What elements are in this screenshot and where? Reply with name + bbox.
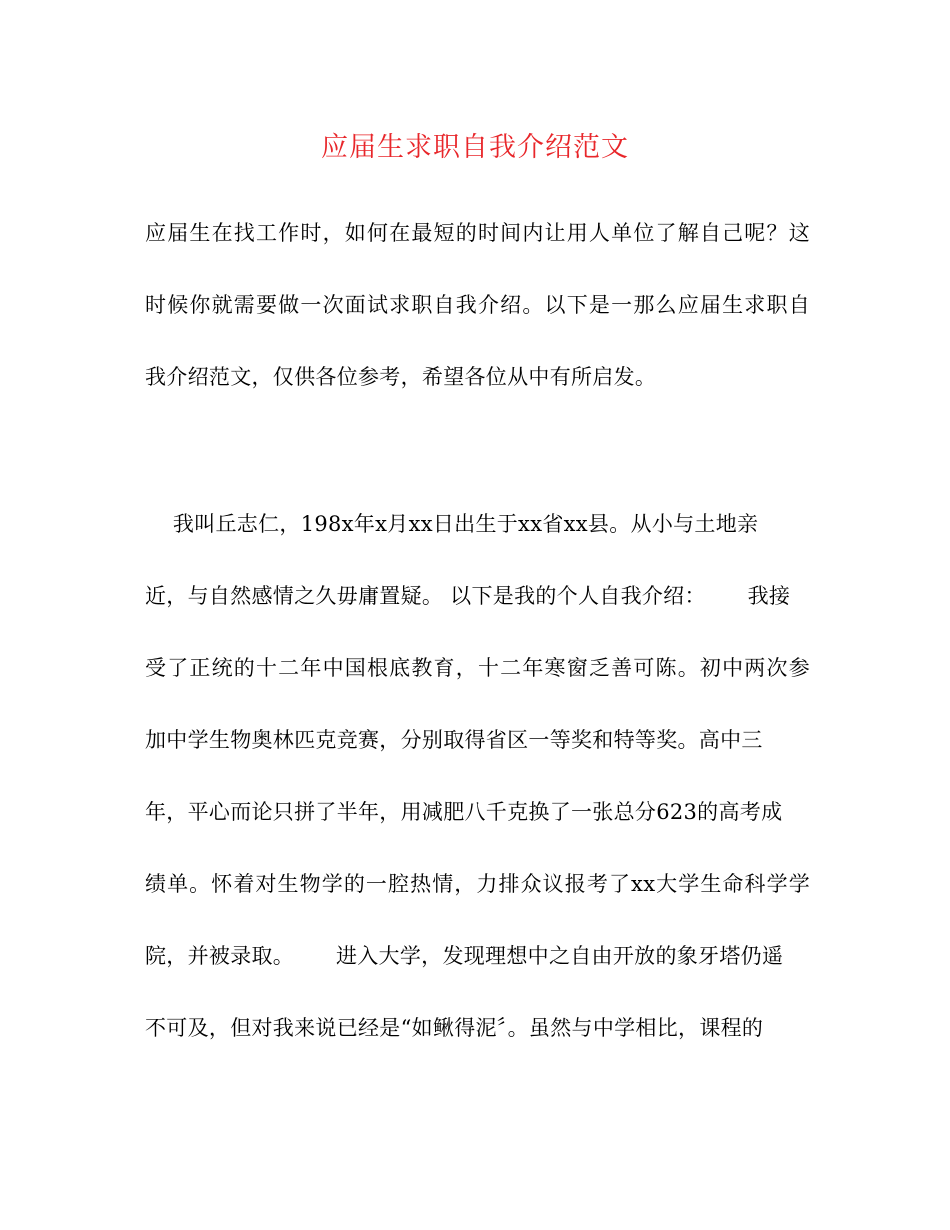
body-line-6: 绩单。怀着对生物学的一腔热情，力排众议报考了xx大学生命科学学 <box>145 872 810 896</box>
body-line-8: 不可及，但对我来说已经是“如鳅得泥〞。虽然与中学相比，课程的 <box>145 1016 764 1040</box>
intro-line-3: 我介绍范文，仅供各位参考，希望各位从中有所启发。 <box>145 365 657 389</box>
body-line-2: 近，与自然感情之久毋庸置疑。 以下是我的个人自我介绍： 我接 <box>145 584 791 608</box>
intro-line-2: 时候你就需要做一次面试求职自我介绍。以下是一那么应届生求职自 <box>145 293 810 317</box>
body-line-1: 我叫丘志仁，198x年x月xx日出生于xx省xx县。从小与土地亲 <box>145 512 759 536</box>
body-line-3: 受了正统的十二年中国根底教育，十二年寒窗乏善可陈。初中两次参 <box>145 656 810 680</box>
body-line-4: 加中学生物奥林匹克竞赛，分别取得省区一等奖和特等奖。高中三 <box>145 728 763 752</box>
document-title: 应届生求职自我介绍范文 <box>321 132 629 163</box>
body-line-5: 年，平心而论只拼了半年，用减肥八千克换了一张总分623的高考成 <box>145 800 783 824</box>
body-line-7: 院，并被录取。 进入大学，发现理想中之自由开放的象牙塔仍遥 <box>145 944 784 968</box>
intro-line-1: 应届生在找工作时，如何在最短的时间内让用人单位了解自己呢？这 <box>145 221 810 245</box>
